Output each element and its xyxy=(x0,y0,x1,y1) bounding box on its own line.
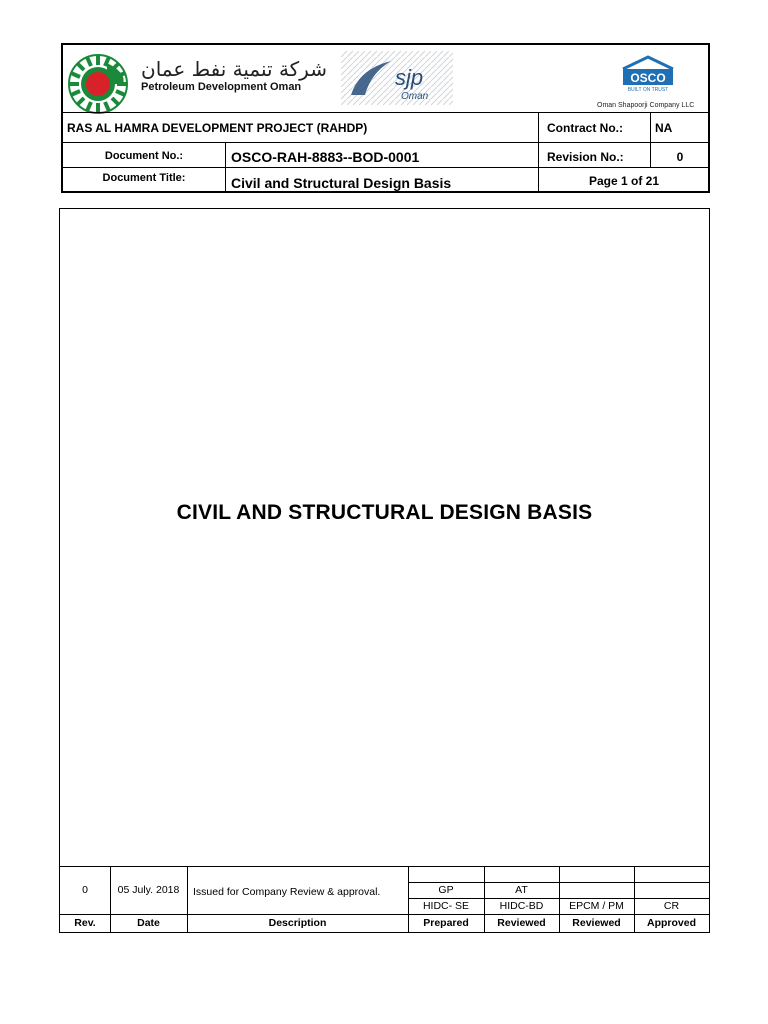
revision-table xyxy=(60,866,709,933)
project-name: RAS AL HAMRA DEVELOPMENT PROJECT (RAHDP) xyxy=(67,121,368,135)
header-description: Description xyxy=(268,917,327,929)
pdo-arabic-name: شركة تنمية نفط عمان xyxy=(141,57,327,81)
osco-tagline: BUILT ON TRUST xyxy=(627,87,669,93)
pdo-logo-icon xyxy=(67,53,129,115)
osco-company-name: Oman Shapoorji Company LLC xyxy=(597,102,695,109)
document-title-label: Document Title: xyxy=(102,172,186,184)
osco-logo-icon xyxy=(617,53,679,93)
header-date: Date xyxy=(137,917,160,929)
main-title: CIVIL AND STRUCTURAL DESIGN BASIS xyxy=(176,501,593,524)
pdo-company-name: Petroleum Development Oman xyxy=(141,81,302,93)
rev-date: 05 July. 2018 xyxy=(117,884,180,896)
sjp-logo-icon xyxy=(341,51,453,105)
osco-logo-text: OSCO xyxy=(630,71,666,85)
rev-number: 0 xyxy=(82,884,88,896)
prepared-initials: GP xyxy=(438,884,454,896)
contract-value: NA xyxy=(655,121,673,135)
header-rev: Rev. xyxy=(74,917,96,929)
content-frame xyxy=(59,208,710,933)
rev-description: Issued for Company Review & approval. xyxy=(193,886,381,898)
reviewed-initials: AT xyxy=(515,884,528,896)
document-no-value: OSCO-RAH-8883--BOD-0001 xyxy=(231,149,420,165)
header-prepared: Prepared xyxy=(423,917,469,929)
reviewed-role: HIDC-BD xyxy=(499,900,544,912)
sjp-logo-sub: Oman xyxy=(401,91,429,102)
revision-label: Revision No.: xyxy=(547,150,624,164)
contract-label: Contract No.: xyxy=(547,121,623,135)
page-info: Page 1 of 21 xyxy=(588,174,660,188)
header-reviewed-2: Reviewed xyxy=(572,917,621,929)
reviewed2-role: EPCM / PM xyxy=(569,900,624,912)
document-title-value: Civil and Structural Design Basis xyxy=(231,175,452,191)
approved-role: CR xyxy=(663,900,680,912)
header-approved: Approved xyxy=(646,917,696,929)
document-no-label: Document No.: xyxy=(104,150,184,162)
header-reviewed: Reviewed xyxy=(497,917,546,929)
sjp-logo-text: sjp xyxy=(395,65,424,90)
revision-value: 0 xyxy=(676,150,684,164)
document-header xyxy=(61,43,710,193)
prepared-role: HIDC- SE xyxy=(422,900,470,912)
